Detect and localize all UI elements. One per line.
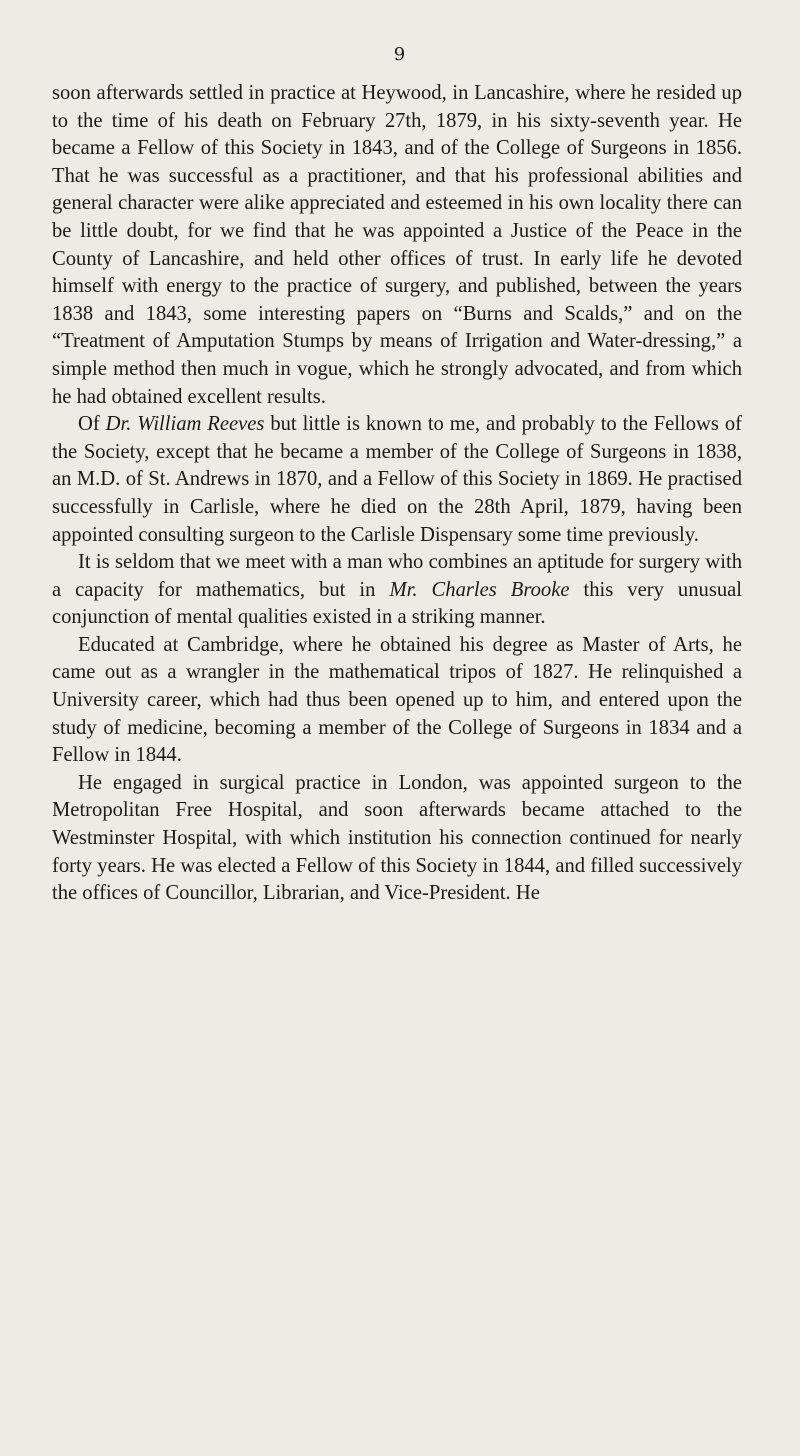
paragraph-text: Of <box>78 413 106 436</box>
paragraph-text: Educated at Cambridge, where he obtained his degree as Master of Arts, he came out as a wrangler in the mathematical tripos of 1827. He relinquished a University career, which had thus been opened up to him, and entered upon the study of medicine, becoming a member of the College of Surgeons in 1834 and a Fellow in 1844. <box>52 633 742 767</box>
paragraph-text: soon afterwards settled in practice at Heywood, in Lancashire, where he resided up to the time of his death on February 27th, 1879, in his sixty-seventh year. He became a Fellow of this Society in 1843, and of the College of Surgeons in 1856. That he was successful as a practitioner, and that his professional abilities and general character were alike appreciated and esteemed in his own locality there can be little doubt, for we find that he was appointed a Justice of the Peace in the County of Lancashire, and held other offices of trust. In early life he devoted himself with energy to the practice of surgery, and published, between the years 1838 and 1843, some interesting papers on “Burns and Scalds,” and on the “Treatment of Amputation Stumps by means of Irrigation and Water-dressing,” a simple method then much in vogue, which he strongly advocated, and from which he had obtained excellent results. <box>52 82 742 408</box>
paragraph-4 <box>52 632 742 770</box>
paragraph-text: He engaged in surgical practice in London, was appointed surgeon to the Metropolitan Free Hospital, and soon afterwards became attached to the Westminster Hospital, with which institution his connection continued for nearly forty years. He was elected a Fellow of this Society in 1844, and filled successively the offices of Councillor, Librarian, and Vice-President. He <box>52 771 742 905</box>
body-text <box>52 80 742 908</box>
paragraph-1 <box>52 80 742 411</box>
paragraph-text: this very unusual conjunction of mental qualities existed in a striking manner. <box>52 578 742 629</box>
paragraph-text: but little is known to me, and probably to the Fellows of the Society, except that he became a member of the College of Surgeons in 1838, an M.D. of St. Andrews in 1870, and a Fellow of this Society in 1869. He practised successfully in Carlisle, where he died on the 28th April, 1879, having been appointed consulting surgeon to the Carlisle Dispensary some time previously. <box>52 413 742 546</box>
paragraph-text: It is seldom that we meet with a man who combines an aptitude for surgery with a capacity for mathematics, but in <box>52 551 742 601</box>
person-name: Dr. William Reeves <box>105 413 265 436</box>
paragraph-3 <box>52 549 742 632</box>
paragraph-5 <box>52 770 742 908</box>
page-number: 9 <box>393 44 407 65</box>
paragraph-2 <box>52 411 742 549</box>
person-name: Mr. Charles Brooke <box>389 578 570 601</box>
